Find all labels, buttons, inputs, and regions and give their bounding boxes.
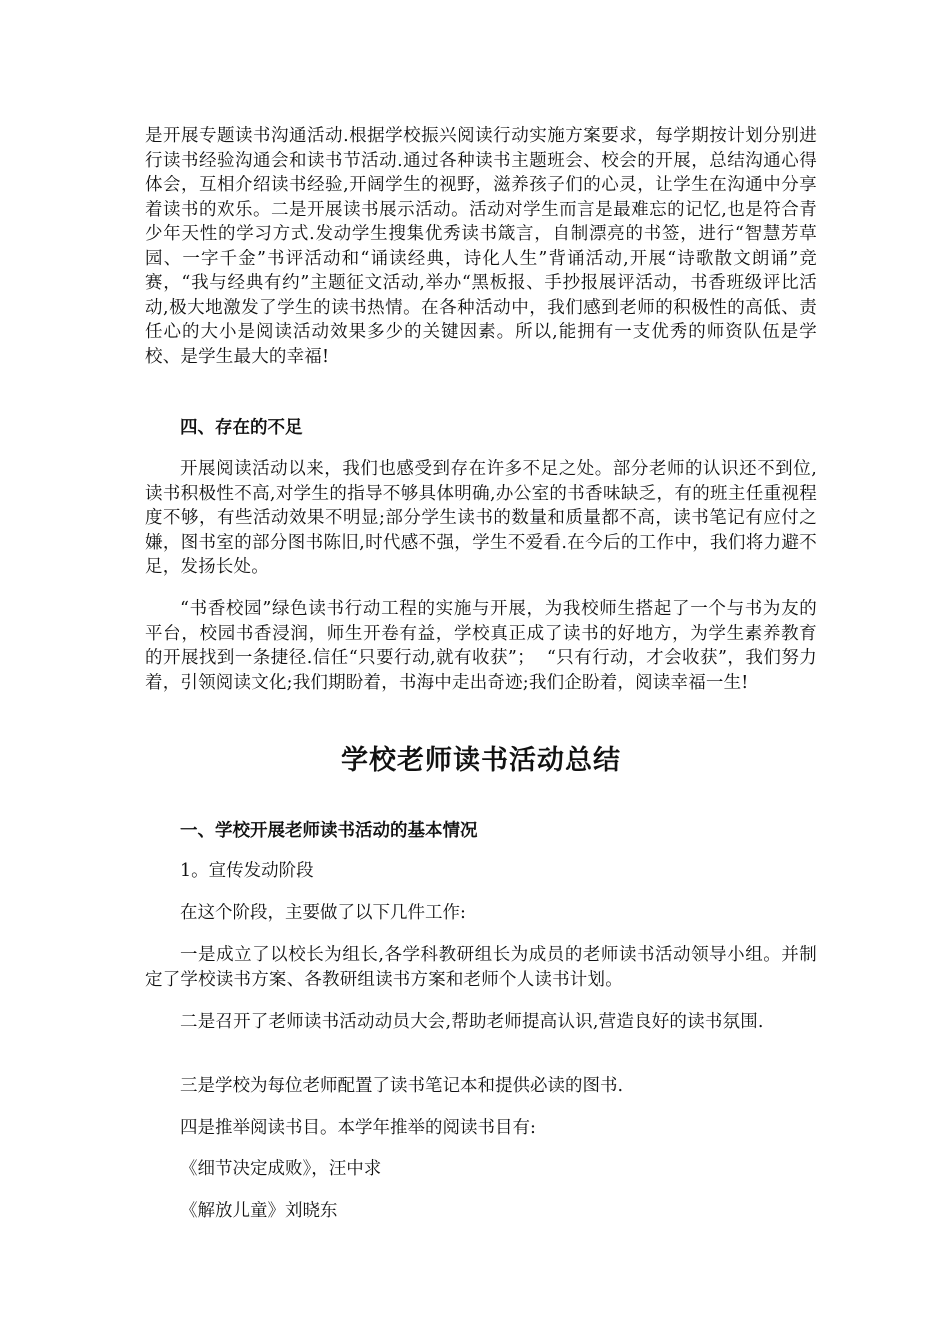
- item-leadership-group: 一是成立了以校长为组长,各学科教研组长为成员的老师读书活动领导小组。并制定了学校读书方案、各教研组读书方案和老师个人读书计划。: [145, 945, 817, 990]
- section-heading-shortcomings: 四、存在的不足: [180, 418, 303, 438]
- stage-heading-publicity: 1。宣传发动阶段: [180, 861, 314, 881]
- item-notebooks: 三是学校为每位老师配置了读书笔记本和提供必读的图书.: [180, 1076, 624, 1096]
- item-mobilization-meeting: 二是召开了老师读书活动动员大会,帮助老师提高认识,营造良好的读书氛围.: [180, 1012, 764, 1032]
- book-entry: 《解放儿童》刘晓东: [180, 1201, 338, 1221]
- paragraph-conclusion: “书香校园”绿色读书行动工程的实施与开展，为我校师生搭起了一个与书为友的平台，校园书香浸润，师生开卷有益，学校真正成了读书的好地方，为学生素养教育的开展找到一条捷径.信任“只要行动,就有收获”； “只有行动，才会收获”，我们努力着，引领阅读文化;我们期盼着，书海中走出奇迹;我们企盼着，阅读幸福一生!: [145, 599, 817, 693]
- book-entry: 《细节决定成败》，汪中求: [180, 1159, 382, 1179]
- document-title: 学校老师读书活动总结: [341, 745, 621, 776]
- paragraph-shortcomings: 开展阅读活动以来，我们也感受到存在许多不足之处。部分老师的认识还不到位,读书积极性不高,对学生的指导不够具体明确,办公室的书香味缺乏，有的班主任重视程度不够，有些活动效果不明显;部分学生读书的数量和质量都不高，读书笔记有应付之嫌，图书室的部分图书陈旧,时代感不强，学生不爱看.在今后的工作中，我们将力避不足，发扬长处。: [145, 459, 817, 577]
- stage-intro: 在这个阶段，主要做了以下几件工作:: [180, 903, 466, 923]
- paragraph-activities: 是开展专题读书沟通活动.根据学校振兴阅读行动实施方案要求，每学期按计划分别进行读书经验沟通会和读书节活动.通过各种读书主题班会、校会的开展，总结沟通心得体会，互相介绍读书经验,开阔学生的视野，滋养孩子们的心灵，让学生在沟通中分享着读书的欢乐。二是开展读书展示活动。活动对学生而言是最难忘的记忆,也是符合青少年天性的学习方式.发动学生搜集优秀读书箴言，自制漂亮的书签，进行“智慧芳草园、一字千金”书评活动和“诵读经典，诗化人生”背诵活动,开展“诗歌散文朗诵”竞赛，“我与经典有约”主题征文活动,举办“黑板报、手抄报展评活动，书香班级评比活动,极大地激发了学生的读书热情。在各种活动中，我们感到老师的积极性的高低、责任心的大小是阅读活动效果多少的关键因素。所以,能拥有一支优秀的师资队伍是学校、是学生最大的幸福!: [145, 126, 817, 367]
- item-recommended-books: 四是推举阅读书目。本学年推举的阅读书目有:: [180, 1118, 536, 1138]
- section-heading-basic-situation: 一、学校开展老师读书活动的基本情况: [180, 821, 478, 841]
